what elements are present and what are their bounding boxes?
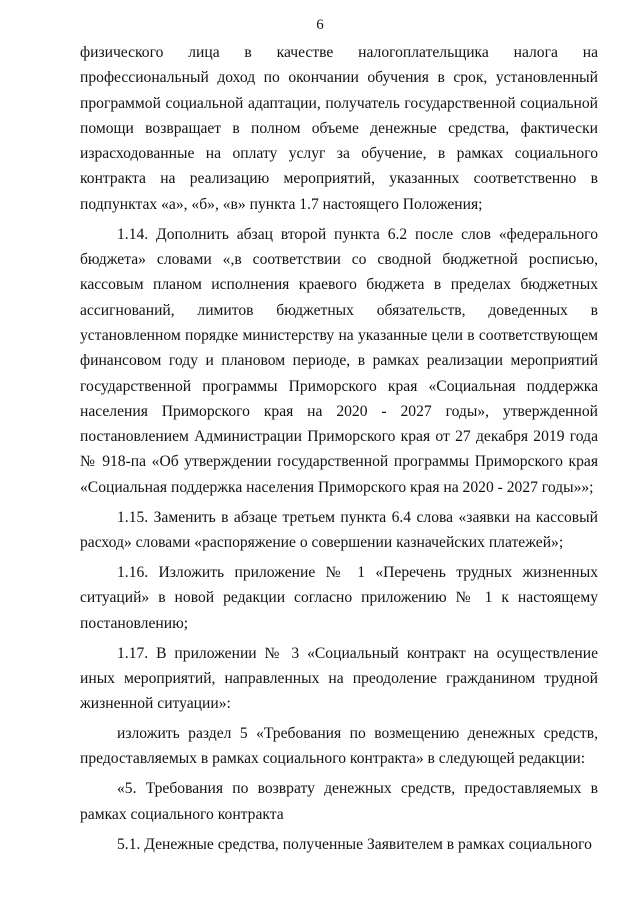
paragraph-item-1-16: 1.16. Изложить приложение № 1 «Перечень трудных жизненных ситуаций» в новой редакции согласно приложению № 1 к настоящему постановлению; [80, 564, 598, 632]
paragraph-item-5-1: 5.1. Денежные средства, полученные Заявителем в рамках социального [117, 835, 592, 853]
page-number: 6 [316, 17, 324, 33]
document-body [80, 40, 598, 857]
paragraph-continuation: физического лица в качестве налогоплательщика налога на профессиональный доход по окончании обучения в срок, установленный программой социальной адаптации, получатель государственной социальной помощи возвращает в полном объеме денежные средства, фактически израсходованные на оплату услуг за обучение, в рамках социального контракта на реализацию мероприятий, указанных соответственно в подпунктах «а», «б», «в» пункта 1.7 настоящего Положения; [80, 44, 598, 213]
paragraph-section-5-title: «5. Требования по возврату денежных средств, предоставляемых в рамках социального контракта [80, 780, 598, 823]
paragraph-item-1-14: 1.14. Дополнить абзац второй пункта 6.2 после слов «федерального бюджета» словами «,в соответствии со сводной бюджетной росписью, кассовым планом исполнения краевого бюджета в пределах бюджетных ассигнований, лимитов бюджетных обязательств, доведенных в установленном порядке министерству на указанные цели в соответствующем финансовом году и плановом периоде, в рамках реализации мероприятий государственной программы Приморского края «Социальная поддержка населения Приморского края на 2020 - 2027 годы», утвержденной постановлением Администрации Приморского края от 27 декабря 2019 года № 918-па «Об утверждении государственной программы Приморского края «Социальная поддержка населения Приморского края на 2020 - 2027 годы»»; [80, 225, 598, 496]
paragraph-item-1-17-sub: изложить раздел 5 «Требования по возмещению денежных средств, предоставляемых в рамках социального контракта» в следующей редакции: [80, 725, 598, 768]
paragraph-item-1-17: 1.17. В приложении № 3 «Социальный контракт на осуществление иных мероприятий, направленных на преодоление гражданином трудной жизненной ситуации»: [80, 644, 598, 713]
paragraph-item-1-15: 1.15. Заменить в абзаце третьем пункта 6.4 слова «заявки на кассовый расход» словами «распоряжение о совершении казначейских платежей»; [80, 508, 598, 552]
